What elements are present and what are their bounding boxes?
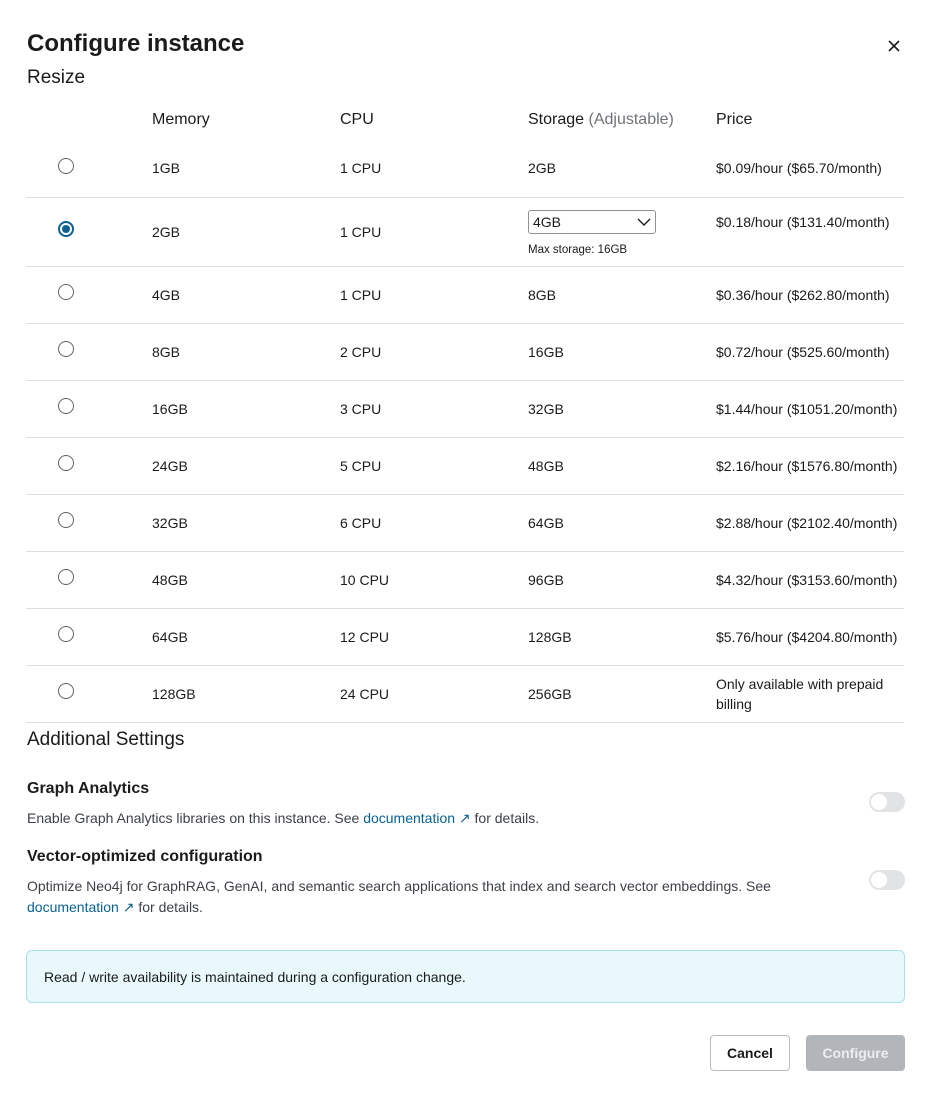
- vector-documentation-link[interactable]: documentation ↗: [27, 899, 135, 915]
- price-value: $0.72/hour ($525.60/month): [716, 323, 904, 380]
- cpu-value: 5 CPU: [340, 437, 528, 494]
- vector-toggle[interactable]: [869, 870, 905, 890]
- storage-value: 2GB: [528, 160, 557, 177]
- close-icon[interactable]: [884, 36, 904, 56]
- price-value: $1.44/hour ($1051.20/month): [716, 380, 904, 437]
- external-link-icon: ↗: [458, 810, 471, 826]
- external-link-icon: ↗: [122, 899, 135, 915]
- max-storage-note: Max storage: 16GB: [528, 243, 628, 256]
- configure-button[interactable]: Configure: [806, 1035, 905, 1071]
- memory-value: 1GB: [152, 140, 340, 197]
- resize-heading: Resize: [27, 67, 86, 88]
- price-value: $2.88/hour ($2102.40/month): [716, 494, 904, 551]
- row-radio[interactable]: [58, 626, 74, 642]
- row-radio[interactable]: [58, 512, 74, 528]
- cpu-value: 6 CPU: [340, 494, 528, 551]
- row-radio[interactable]: [58, 284, 74, 300]
- table-row[interactable]: [26, 266, 904, 323]
- price-value: $0.09/hour ($65.70/month): [716, 140, 904, 197]
- cpu-value: 24 CPU: [340, 665, 528, 722]
- table-row[interactable]: [26, 665, 904, 722]
- table-row[interactable]: [26, 323, 904, 380]
- cpu-value: 3 CPU: [340, 380, 528, 437]
- cancel-button[interactable]: Cancel: [710, 1035, 790, 1071]
- row-radio[interactable]: [58, 341, 74, 357]
- row-radio[interactable]: [58, 569, 74, 585]
- vector-setting: Vector-optimized configuration Optimize Neo4j for GraphRAG, GenAI, and semantic search applications that index and search vector embeddings. See documentation ↗ for details.: [27, 848, 905, 918]
- memory-value: 24GB: [152, 437, 340, 494]
- price-value: $4.32/hour ($3153.60/month): [716, 551, 904, 608]
- row-radio[interactable]: [58, 683, 74, 699]
- cpu-value: 2 CPU: [340, 323, 528, 380]
- col-memory: Memory: [152, 111, 210, 128]
- memory-value: 4GB: [152, 266, 340, 323]
- row-radio[interactable]: [58, 398, 74, 414]
- storage-value: 64GB: [528, 514, 564, 531]
- memory-value: 128GB: [152, 665, 340, 722]
- storage-select[interactable]: 4GB: [528, 210, 656, 234]
- memory-value: 48GB: [152, 551, 340, 608]
- memory-value: 16GB: [152, 380, 340, 437]
- storage-value: 128GB: [528, 628, 572, 645]
- storage-value: 8GB: [528, 286, 557, 303]
- cpu-value: 12 CPU: [340, 608, 528, 665]
- storage-value: 96GB: [528, 571, 564, 588]
- additional-settings-heading: Additional Settings: [27, 729, 185, 750]
- storage-value: 32GB: [528, 400, 564, 417]
- cpu-value: 1 CPU: [340, 140, 528, 197]
- dialog-title: Configure instance: [27, 30, 245, 57]
- row-radio[interactable]: [58, 455, 74, 471]
- info-banner: Read / write availability is maintained during a configuration change.: [26, 950, 905, 1003]
- storage-value: 16GB: [528, 343, 564, 360]
- table-row[interactable]: [26, 197, 904, 266]
- price-value: $5.76/hour ($4204.80/month): [716, 608, 904, 665]
- col-storage: Storage (Adjustable): [528, 111, 674, 128]
- cpu-value: 1 CPU: [340, 266, 528, 323]
- col-price: Price: [716, 111, 753, 128]
- price-value: $0.18/hour ($131.40/month): [716, 197, 904, 266]
- graph-analytics-setting: Graph Analytics Enable Graph Analytics libraries on this instance. See documentation ↗ for details.: [27, 780, 905, 829]
- chevron-down-icon: [637, 218, 651, 226]
- resize-table: [26, 100, 904, 723]
- memory-value: 8GB: [152, 323, 340, 380]
- col-cpu: CPU: [340, 111, 374, 128]
- price-value: $0.36/hour ($262.80/month): [716, 266, 904, 323]
- cpu-value: 10 CPU: [340, 551, 528, 608]
- cpu-value: 1 CPU: [340, 197, 528, 266]
- memory-value: 64GB: [152, 608, 340, 665]
- row-radio[interactable]: [58, 158, 74, 174]
- table-row[interactable]: [26, 437, 904, 494]
- memory-value: 2GB: [152, 197, 340, 266]
- price-value: $2.16/hour ($1576.80/month): [716, 437, 904, 494]
- graph-analytics-documentation-link[interactable]: documentation ↗: [363, 810, 471, 826]
- memory-value: 32GB: [152, 494, 340, 551]
- table-row[interactable]: [26, 608, 904, 665]
- price-value: Only available with prepaid billing: [716, 665, 904, 722]
- graph-analytics-toggle[interactable]: [869, 792, 905, 812]
- storage-value: 256GB: [528, 685, 572, 702]
- storage-value: 48GB: [528, 457, 564, 474]
- table-row[interactable]: [26, 380, 904, 437]
- row-radio[interactable]: [58, 221, 74, 237]
- table-row[interactable]: [26, 494, 904, 551]
- table-row[interactable]: [26, 551, 904, 608]
- table-row[interactable]: [26, 140, 904, 197]
